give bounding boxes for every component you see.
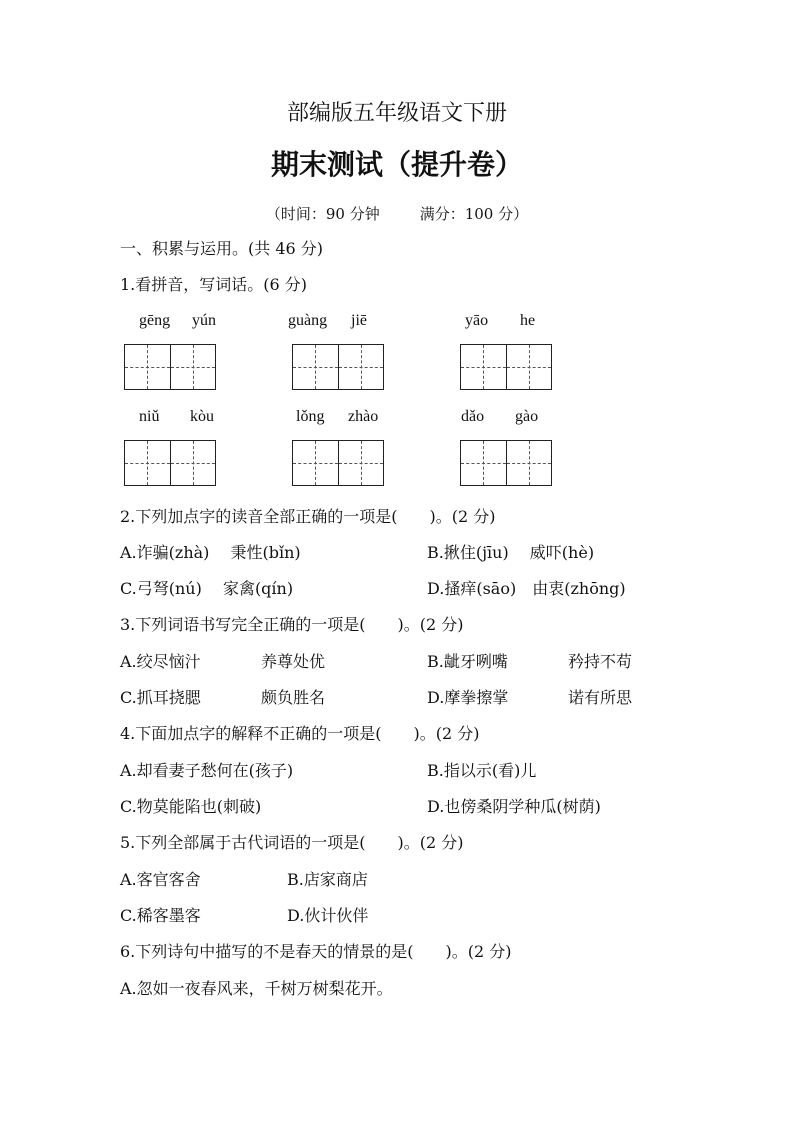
pinyin-3a: yāo [465,312,489,329]
q4-option-c[interactable]: C.物莫能陷也(刺破) [120,797,262,816]
q5-option-c[interactable]: C.稀客墨客 [120,906,201,925]
section-heading: 一、积累与运用。(共 46 分) [120,239,324,258]
exam-title: 期末测试（提升卷） [270,148,523,181]
exam-score: 满分：100 分） [419,205,529,223]
pinyin-5b: zhào [348,408,379,425]
pinyin-6b: gào [515,408,539,425]
q3-option-a-word2: 养尊处优 [261,652,326,671]
q2-option-c[interactable]: C.弓弩(nú) 家禽(qín) [120,579,294,598]
pinyin-2a: guàng [288,312,328,329]
pinyin-1b: yún [192,312,216,329]
q4-option-a[interactable]: A.却看妻子愁何在(孩子) [120,761,294,780]
q5-option-d[interactable]: D.伙计伙伴 [287,906,369,925]
pinyin-3b: he [520,312,536,329]
question-5: 5.下列全部属于古代词语的一项是( )。(2 分) [120,833,464,852]
q5-option-a[interactable]: A.客官客舍 [120,870,201,889]
question-1: 1.看拼音，写词话。(6 分) [120,275,308,294]
exam-time: （时间：90 分钟 [265,205,380,223]
q3-option-d[interactable]: D.摩拳擦掌 [427,688,509,707]
q3-option-a[interactable]: A.绞尽恼汁 [120,652,201,671]
question-3: 3.下列词语书写完全正确的一项是( )。(2 分) [120,615,464,634]
pinyin-2b: jiē [351,312,367,329]
doc-title: 部编版五年级语文下册 [286,101,507,126]
q3-option-d-word2: 诺有所思 [568,688,633,707]
q3-option-b-word2: 矜持不苟 [568,652,633,671]
q2-option-d[interactable]: D.搔痒(sāo) 由衷(zhōng) [427,579,626,598]
q3-option-c[interactable]: C.抓耳挠腮 [120,688,201,707]
question-4: 4.下面加点字的解释不正确的一项是( )。(2 分) [120,724,480,743]
exam-info [0,203,794,224]
pinyin-1a: gēng [139,312,171,329]
writing-box-5[interactable] [292,440,384,486]
pinyin-6a: dǎo [461,408,485,425]
pinyin-5a: lǒng [296,408,325,425]
writing-box-6[interactable] [460,440,552,486]
pinyin-4b: kòu [190,408,214,425]
q3-option-c-word2: 颇负胜名 [261,688,326,707]
writing-box-4[interactable] [124,440,216,486]
q4-option-d[interactable]: D.也傍桑阴学种瓜(树荫) [427,797,601,816]
q2-option-b[interactable]: B.揪住(jīu) 威吓(hè) [427,543,595,562]
pinyin-4a: niǔ [139,408,160,425]
q5-option-b[interactable]: B.店家商店 [287,870,368,889]
question-6: 6.下列诗句中描写的不是春天的情景的是( )。(2 分) [120,942,512,961]
writing-box-1[interactable] [124,344,216,390]
q6-option-a[interactable]: A.忽如一夜春风来，千树万树梨花开。 [120,979,393,998]
writing-box-3[interactable] [460,344,552,390]
question-2: 2.下列加点字的读音全部正确的一项是( )。(2 分) [120,507,496,526]
writing-box-2[interactable] [292,344,384,390]
q4-option-b[interactable]: B.指以示(看)儿 [427,761,537,780]
q3-option-b[interactable]: B.龇牙咧嘴 [427,652,508,671]
q2-option-a[interactable]: A.诈骗(zhà) 秉性(bǐn) [120,543,301,562]
